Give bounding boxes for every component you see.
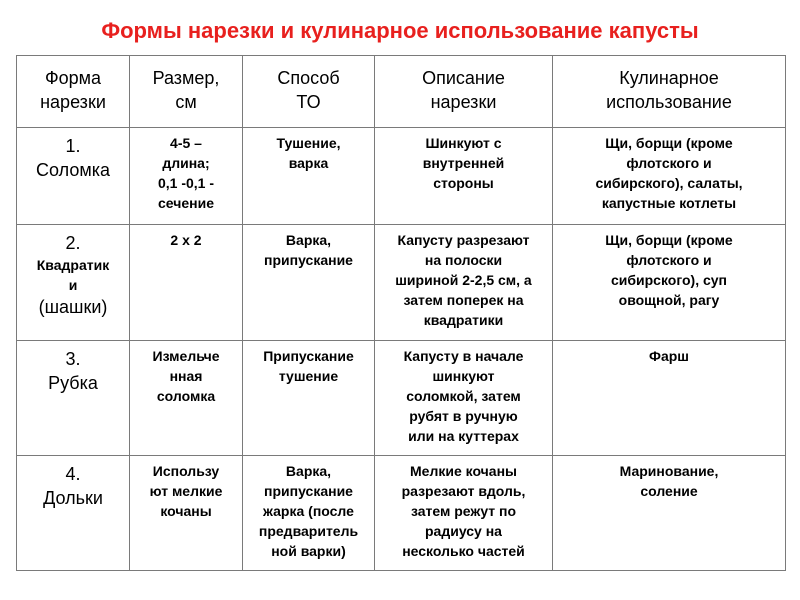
cell-method: Варка, припускание (243, 225, 375, 341)
cell-size: Использу ют мелкие кочаны (130, 456, 243, 571)
cell-form: 2. Квадратик и (шашки) (17, 225, 130, 341)
table-row (17, 456, 786, 571)
cell-form: 3. Рубка (17, 341, 130, 456)
cell-method: Припускание тушение (243, 341, 375, 456)
cell-description: Мелкие кочаны разрезают вдоль, затем режут по радиусу на несколько частей (375, 456, 553, 571)
page-title: Формы нарезки и кулинарное использование капусты (101, 18, 699, 43)
header-description: Описание нарезки (375, 56, 553, 128)
cell-size: Измельче нная соломка (130, 341, 243, 456)
cell-description: Капусту разрезают на полоски шириной 2-2,5 см, а затем поперек на квадратики (375, 225, 553, 341)
cell-form: 4. Дольки (17, 456, 130, 571)
header-size: Размер, см (130, 56, 243, 128)
header-form: Форма нарезки (17, 56, 130, 128)
cell-description: Шинкуют с внутренней стороны (375, 128, 553, 225)
cell-method: Варка, припускание жарка (после предваритель ной варки) (243, 456, 375, 571)
cabbage-cutting-table (16, 55, 786, 571)
cell-usage: Щи, борщи (кроме флотского и сибирского), суп овощной, рагу (553, 225, 786, 341)
table-row (17, 341, 786, 456)
table-header-row (17, 56, 786, 128)
header-method: Способ ТО (243, 56, 375, 128)
cell-description: Капусту в начале шинкуют соломкой, затем рубят в ручную или на куттерах (375, 341, 553, 456)
cell-usage: Маринование, соление (553, 456, 786, 571)
cell-form: 1. Соломка (17, 128, 130, 225)
header-usage: Кулинарное использование (553, 56, 786, 128)
table-row (17, 128, 786, 225)
cell-method: Тушение, варка (243, 128, 375, 225)
table-row (17, 225, 786, 341)
cell-usage: Фарш (553, 341, 786, 456)
cell-size: 2 х 2 (130, 225, 243, 341)
cell-usage: Щи, борщи (кроме флотского и сибирского), салаты, капустные котлеты (553, 128, 786, 225)
cell-size: 4-5 – длина; 0,1 -0,1 - сечение (130, 128, 243, 225)
